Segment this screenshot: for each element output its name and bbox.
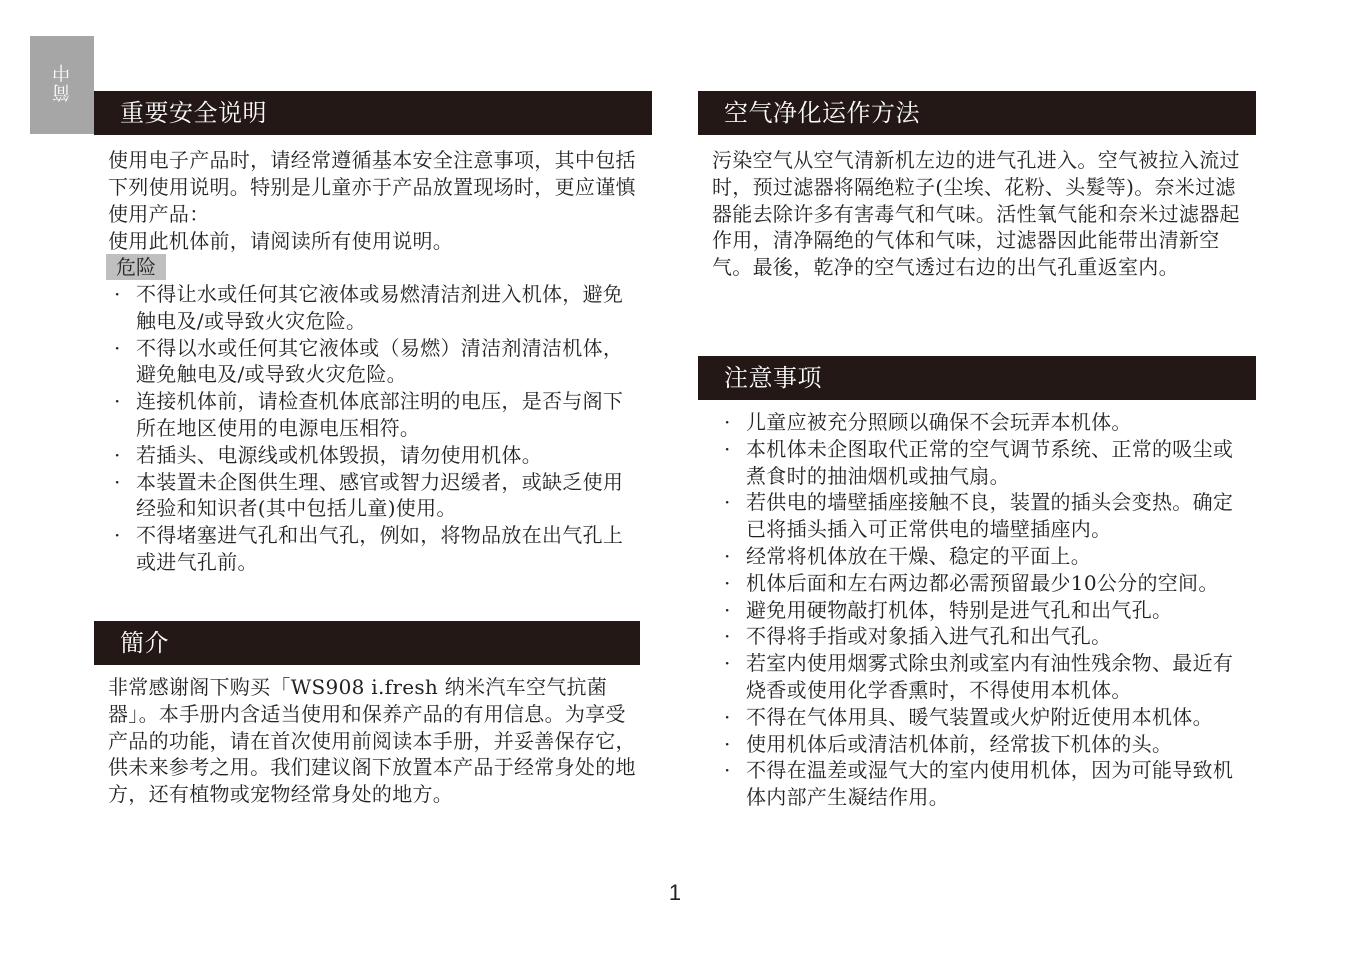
- page-number: 1: [668, 880, 682, 905]
- list-item: · 若供电的墙壁插座接触不良，装置的插头会变热。确定已将插头插入可正常供电的墙壁插座内。: [718, 489, 1248, 543]
- list-item: · 不得让水或任何其它液体或易燃清洁剂进入机体，避免触电及/或导致火灾危险。: [108, 281, 642, 335]
- list-item: · 不得以水或任何其它液体或（易燃）清洁剂清洁机体，避免触电及/或导致火灾危险。: [108, 335, 642, 389]
- list-item: · 儿童应被充分照顾以确保不会玩弄本机体。: [718, 409, 1248, 436]
- safety-header: [94, 91, 652, 135]
- list-item: · 不得在气体用具、暖气装置或火炉附近使用本机体。: [718, 704, 1248, 731]
- operation-header-title: 空气净化运作方法: [724, 99, 920, 127]
- safety-read-note: 使用此机体前，请阅读所有使用说明。: [108, 229, 454, 253]
- precautions-header: [698, 356, 1256, 400]
- list-item: · 不得堵塞进气孔和出气孔，例如，将物品放在出气孔上或进气孔前。: [108, 522, 642, 576]
- list-item: · 若室内使用烟雾式除虫剂或室内有油性残余物、最近有烧香或使用化学香熏时，不得使用本机体。: [718, 650, 1248, 704]
- operation-header: [698, 91, 1256, 135]
- language-tab: [30, 36, 94, 134]
- operation-body: 污染空气从空气清新机左边的进气孔进入。空气被拉入流过时，预过滤器将隔绝粒子(尘埃、花粉、头髮等)。奈米过滤器能去除许多有害毒气和气味。活性氧气能和奈米过滤器起作用，清净隔绝的气体和气味，过滤器因此能带出清新空气。最後，乾净的空气透过右边的出气孔重返室内。: [712, 148, 1240, 280]
- list-item: · 若插头、电源线或机体毁损，请勿使用机体。: [108, 442, 642, 469]
- danger-list: [108, 281, 642, 576]
- danger-label: 危险: [106, 254, 166, 280]
- list-item: · 机体后面和左右两边都必需预留最少10公分的空间。: [718, 570, 1248, 597]
- list-item: · 不得在温差或湿气大的室内使用机体，因为可能导致机体内部产生凝结作用。: [718, 757, 1248, 811]
- safety-header-title: 重要安全说明: [120, 99, 267, 127]
- list-item: · 本装置未企图供生理、感官或智力迟缓者，或缺乏使用经验和知识者(其中包括儿童)使用。: [108, 469, 642, 523]
- language-tab-label: 简中: [52, 62, 73, 102]
- intro-header: [94, 621, 640, 665]
- precautions-header-title: 注意事项: [724, 364, 822, 392]
- precautions-list: [718, 409, 1248, 811]
- list-item: · 使用机体后或清洁机体前，经常拔下机体的头。: [718, 731, 1248, 758]
- list-item: · 不得将手指或对象插入进气孔和出气孔。: [718, 623, 1248, 650]
- list-item: · 本机体未企图取代正常的空气调节系统、正常的吸尘或煮食时的抽油烟机或抽气扇。: [718, 436, 1248, 490]
- list-item: · 连接机体前，请检查机体底部注明的电压，是否与阁下所在地区使用的电源电压相符。: [108, 388, 642, 442]
- list-item: · 经常将机体放在干燥、稳定的平面上。: [718, 543, 1248, 570]
- intro-body: 非常感谢阁下购买「WS908 i.fresh 纳米汽车空气抗菌器」。本手册内含适当使用和保养产品的有用信息。为享受产品的功能，请在首次使用前阅读本手册，并妥善保存它，供未来参考之用。我们建议阁下放置本产品于经常身处的地方，还有植物或宠物经常身处的地方。: [108, 675, 636, 807]
- list-item: · 避免用硬物敲打机体，特别是进气孔和出气孔。: [718, 597, 1248, 624]
- safety-intro: 使用电子产品时，请经常遵循基本安全注意事项，其中包括下列使用说明。特别是儿童亦于产品放置现场时，更应谨慎使用产品：: [108, 148, 636, 226]
- intro-header-title: 簡介: [120, 629, 169, 657]
